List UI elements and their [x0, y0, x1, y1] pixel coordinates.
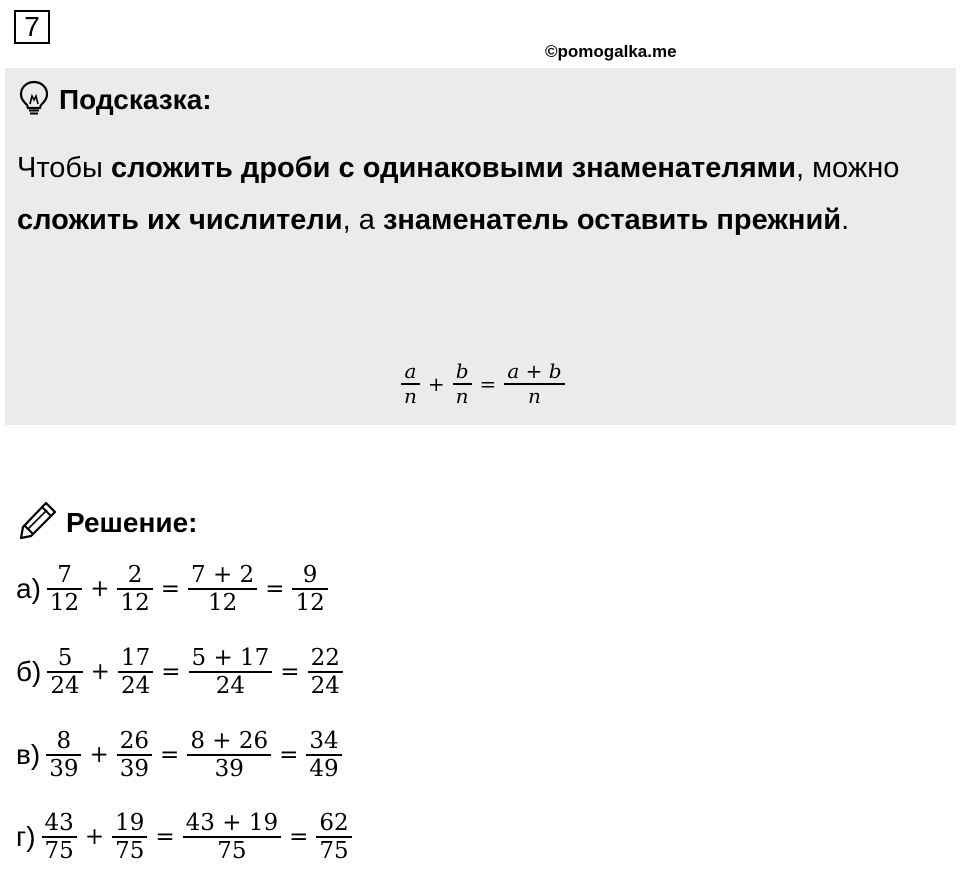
- plus-sign: +: [90, 659, 110, 686]
- task-number: 7: [14, 10, 50, 44]
- equals-sign: =: [280, 659, 300, 686]
- equals-sign: =: [160, 576, 181, 603]
- row-label: в): [16, 739, 41, 771]
- hint-text-part: Чтобы: [17, 152, 111, 184]
- lightbulb-icon: [19, 80, 49, 121]
- hint-text-part: , можно: [795, 152, 900, 184]
- hint-text-part: .: [841, 204, 850, 236]
- hint-text-bold: сложить дроби с одинаковыми знаменателями: [110, 152, 796, 184]
- fraction: $\frac{22}{24}$: [308, 645, 343, 700]
- fraction: $\frac{43 + 19}{75}$: [183, 810, 281, 865]
- solution-row-d: [16, 810, 356, 865]
- hint-text: [17, 142, 927, 246]
- fraction: $\frac{8 + 26}{39}$: [187, 728, 271, 783]
- fraction: $\frac{2}{12}$: [117, 562, 152, 617]
- row-label: б): [16, 656, 42, 688]
- equals-sign: =: [155, 824, 175, 851]
- row-label: а): [16, 573, 41, 605]
- equals-sign: =: [479, 372, 497, 396]
- equals-sign: =: [289, 824, 309, 851]
- hint-title: Подсказка:: [59, 84, 212, 115]
- fraction: $\frac{7}{12}$: [47, 562, 82, 617]
- plus-sign: +: [90, 576, 110, 603]
- solution-row-c: [16, 728, 346, 783]
- watermark: ©pomogalka.me: [545, 42, 677, 61]
- fraction: $\frac{62}{75}$: [316, 810, 351, 865]
- solution-row-a: [16, 562, 332, 617]
- plus-sign: +: [89, 742, 109, 769]
- fraction: $\frac{19}{75}$: [112, 810, 147, 865]
- hint-box: [5, 68, 956, 425]
- fraction: $\frac{a + b}{n}$: [504, 360, 564, 408]
- pencil-icon: [18, 500, 58, 545]
- fraction: $\frac{8}{39}$: [46, 728, 81, 783]
- fraction: $\frac{34}{49}$: [306, 728, 341, 783]
- hint-text-bold: знаменатель оставить прежний: [382, 204, 842, 236]
- fraction: $\frac{7 + 2}{12}$: [188, 562, 257, 617]
- plus-sign: +: [84, 824, 105, 851]
- fraction: $\frac{a}{n}$: [401, 360, 420, 408]
- solution-title: Решение:: [66, 506, 198, 538]
- equals-sign: =: [279, 742, 299, 769]
- fraction: $\frac{17}{24}$: [118, 645, 153, 700]
- row-label: г): [16, 821, 36, 853]
- hint-text-part: , а: [342, 204, 383, 236]
- solution-row-b: [16, 645, 347, 700]
- hint-text-bold: сложить их числители: [17, 204, 343, 236]
- fraction: $\frac{b}{n}$: [453, 360, 472, 408]
- hint-formula: [397, 360, 569, 408]
- fraction: $\frac{43}{75}$: [42, 810, 77, 865]
- fraction: $\frac{9}{12}$: [292, 562, 327, 617]
- hint-header: [19, 82, 212, 118]
- fraction: $\frac{5 + 17}{24}$: [189, 645, 273, 700]
- solution-header: [18, 500, 197, 545]
- plus-sign: +: [427, 372, 445, 396]
- equals-sign: =: [161, 659, 181, 686]
- equals-sign: =: [265, 576, 285, 603]
- fraction: $\frac{5}{24}$: [47, 645, 82, 700]
- fraction: $\frac{26}{39}$: [117, 728, 152, 783]
- equals-sign: =: [160, 742, 180, 769]
